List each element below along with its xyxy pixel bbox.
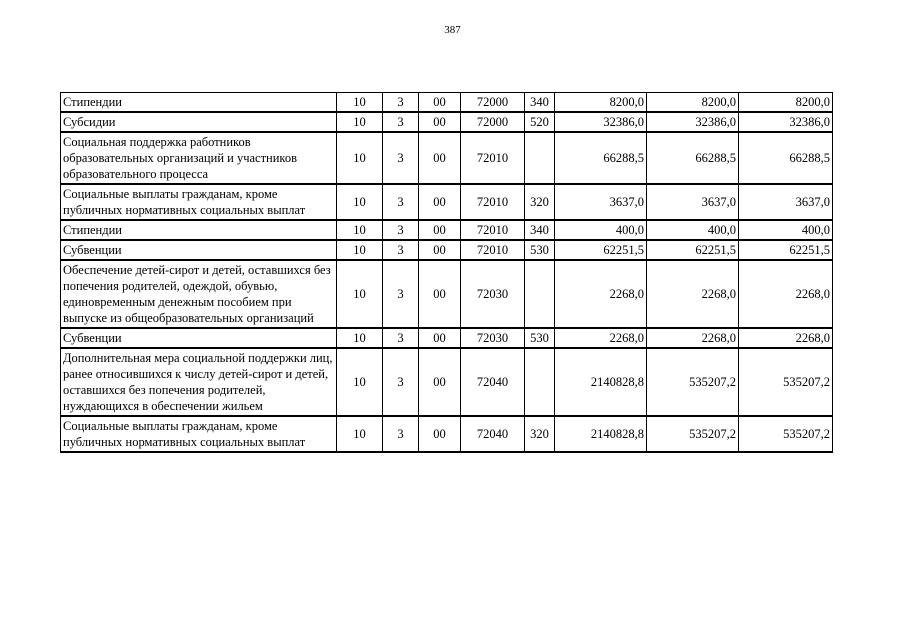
article-cell: 72040 — [461, 416, 525, 452]
amount-3-cell: 535207,2 — [739, 416, 833, 452]
article-cell: 72010 — [461, 240, 525, 260]
row-name-cell: Субвенции — [61, 328, 337, 348]
subsection-cell: 3 — [383, 240, 419, 260]
subsection-cell: 3 — [383, 348, 419, 416]
article-cell: 72010 — [461, 132, 525, 184]
subsection-cell: 3 — [383, 184, 419, 220]
expense-type-cell — [525, 260, 555, 328]
program-cell: 00 — [419, 112, 461, 132]
amount-1-cell: 2140828,8 — [555, 348, 647, 416]
article-cell: 72010 — [461, 220, 525, 240]
row-name-cell: Обеспечение детей-сирот и детей, оставшихся без попечения родителей, одеждой, обувью, единовременным денежным пособием при выпуске из общеобразовательных организаций — [61, 260, 337, 328]
amount-2-cell: 66288,5 — [647, 132, 739, 184]
section-cell: 10 — [337, 220, 383, 240]
subsection-cell: 3 — [383, 328, 419, 348]
expense-type-cell: 320 — [525, 184, 555, 220]
subsection-cell: 3 — [383, 112, 419, 132]
table-row — [61, 220, 833, 240]
subsection-cell: 3 — [383, 220, 419, 240]
table-row — [61, 112, 833, 132]
article-cell: 72040 — [461, 348, 525, 416]
table-row — [61, 416, 833, 452]
article-cell: 72000 — [461, 93, 525, 113]
amount-1-cell: 2268,0 — [555, 260, 647, 328]
expense-type-cell: 340 — [525, 93, 555, 113]
table-row — [61, 184, 833, 220]
amount-1-cell: 66288,5 — [555, 132, 647, 184]
program-cell: 00 — [419, 328, 461, 348]
amount-1-cell: 400,0 — [555, 220, 647, 240]
expense-type-cell: 340 — [525, 220, 555, 240]
row-name-cell: Стипендии — [61, 93, 337, 113]
amount-1-cell: 2140828,8 — [555, 416, 647, 452]
amount-1-cell: 2268,0 — [555, 328, 647, 348]
subsection-cell: 3 — [383, 416, 419, 452]
table-row — [61, 348, 833, 416]
section-cell: 10 — [337, 260, 383, 328]
amount-3-cell: 3637,0 — [739, 184, 833, 220]
section-cell: 10 — [337, 132, 383, 184]
amount-2-cell: 400,0 — [647, 220, 739, 240]
amount-3-cell: 66288,5 — [739, 132, 833, 184]
subsection-cell: 3 — [383, 132, 419, 184]
row-name-cell: Дополнительная мера социальной поддержки лиц, ранее относившихся к числу детей-сирот и детей, оставшихся без попечения родителей, нуждающихся в обеспечении жильем — [61, 348, 337, 416]
amount-3-cell: 2268,0 — [739, 260, 833, 328]
table-body — [61, 93, 833, 453]
table-row — [61, 132, 833, 184]
table-row — [61, 240, 833, 260]
program-cell: 00 — [419, 416, 461, 452]
program-cell: 00 — [419, 184, 461, 220]
page-number: 387 — [444, 24, 461, 36]
expense-type-cell: 530 — [525, 240, 555, 260]
amount-2-cell: 535207,2 — [647, 348, 739, 416]
expense-type-cell: 320 — [525, 416, 555, 452]
amount-3-cell: 62251,5 — [739, 240, 833, 260]
row-name-cell: Субсидии — [61, 112, 337, 132]
row-name-cell: Субвенции — [61, 240, 337, 260]
amount-3-cell: 400,0 — [739, 220, 833, 240]
row-name-cell: Социальные выплаты гражданам, кроме публичных нормативных социальных выплат — [61, 416, 337, 452]
amount-3-cell: 8200,0 — [739, 93, 833, 113]
section-cell: 10 — [337, 348, 383, 416]
section-cell: 10 — [337, 93, 383, 113]
amount-3-cell: 32386,0 — [739, 112, 833, 132]
amount-1-cell: 3637,0 — [555, 184, 647, 220]
table-row — [61, 260, 833, 328]
table-row — [61, 93, 833, 113]
article-cell: 72000 — [461, 112, 525, 132]
expense-type-cell — [525, 132, 555, 184]
amount-3-cell: 535207,2 — [739, 348, 833, 416]
row-name-cell: Социальная поддержка работников образовательных организаций и участников образовательного процесса — [61, 132, 337, 184]
amount-1-cell: 32386,0 — [555, 112, 647, 132]
amount-2-cell: 32386,0 — [647, 112, 739, 132]
program-cell: 00 — [419, 260, 461, 328]
article-cell: 72030 — [461, 328, 525, 348]
program-cell: 00 — [419, 220, 461, 240]
table-row — [61, 328, 833, 348]
article-cell: 72010 — [461, 184, 525, 220]
amount-2-cell: 62251,5 — [647, 240, 739, 260]
expense-type-cell: 530 — [525, 328, 555, 348]
program-cell: 00 — [419, 348, 461, 416]
section-cell: 10 — [337, 184, 383, 220]
section-cell: 10 — [337, 112, 383, 132]
section-cell: 10 — [337, 328, 383, 348]
budget-table — [60, 92, 833, 453]
program-cell: 00 — [419, 93, 461, 113]
program-cell: 00 — [419, 240, 461, 260]
section-cell: 10 — [337, 416, 383, 452]
amount-2-cell: 3637,0 — [647, 184, 739, 220]
amount-2-cell: 535207,2 — [647, 416, 739, 452]
article-cell: 72030 — [461, 260, 525, 328]
row-name-cell: Стипендии — [61, 220, 337, 240]
amount-2-cell: 8200,0 — [647, 93, 739, 113]
amount-1-cell: 62251,5 — [555, 240, 647, 260]
section-cell: 10 — [337, 240, 383, 260]
expense-type-cell — [525, 348, 555, 416]
expense-type-cell: 520 — [525, 112, 555, 132]
program-cell: 00 — [419, 132, 461, 184]
row-name-cell: Социальные выплаты гражданам, кроме публичных нормативных социальных выплат — [61, 184, 337, 220]
subsection-cell: 3 — [383, 260, 419, 328]
subsection-cell: 3 — [383, 93, 419, 113]
amount-1-cell: 8200,0 — [555, 93, 647, 113]
amount-2-cell: 2268,0 — [647, 260, 739, 328]
amount-2-cell: 2268,0 — [647, 328, 739, 348]
amount-3-cell: 2268,0 — [739, 328, 833, 348]
